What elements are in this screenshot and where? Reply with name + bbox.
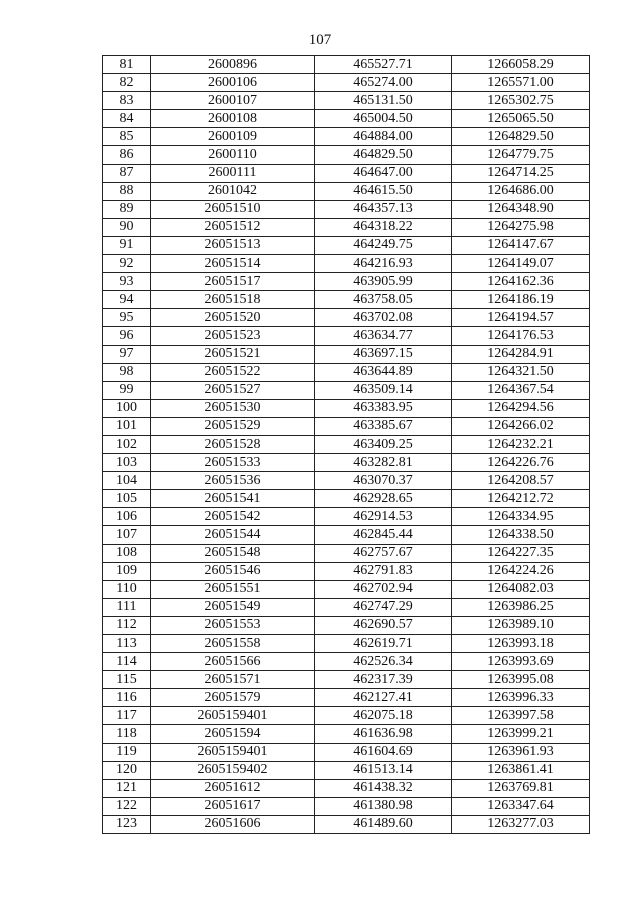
point-id-cell: 26051566 (151, 653, 315, 671)
point-id-cell: 26051521 (151, 345, 315, 363)
point-id-cell: 26051530 (151, 399, 315, 417)
row-number-cell: 121 (103, 779, 151, 797)
table-row (103, 580, 590, 598)
point-id-cell: 2600111 (151, 164, 315, 182)
y-coordinate-cell: 1265302.75 (452, 92, 590, 110)
x-coordinate-cell: 464615.50 (315, 182, 452, 200)
point-id-cell: 26051529 (151, 417, 315, 435)
point-id-cell: 26051518 (151, 291, 315, 309)
y-coordinate-cell: 1264176.53 (452, 327, 590, 345)
y-coordinate-cell: 1264686.00 (452, 182, 590, 200)
row-number-cell: 84 (103, 110, 151, 128)
table-row (103, 508, 590, 526)
point-id-cell: 26051558 (151, 635, 315, 653)
y-coordinate-cell: 1264149.07 (452, 255, 590, 273)
table-row (103, 236, 590, 254)
table-row (103, 671, 590, 689)
point-id-cell: 26051553 (151, 616, 315, 634)
row-number-cell: 102 (103, 435, 151, 453)
coordinates-table-body (103, 56, 590, 834)
row-number-cell: 119 (103, 743, 151, 761)
row-number-cell: 112 (103, 616, 151, 634)
point-id-cell: 2600106 (151, 74, 315, 92)
point-id-cell: 26051513 (151, 236, 315, 254)
point-id-cell: 26051541 (151, 490, 315, 508)
x-coordinate-cell: 462747.29 (315, 598, 452, 616)
x-coordinate-cell: 465274.00 (315, 74, 452, 92)
row-number-cell: 94 (103, 291, 151, 309)
table-row (103, 255, 590, 273)
x-coordinate-cell: 464647.00 (315, 164, 452, 182)
x-coordinate-cell: 462757.67 (315, 544, 452, 562)
row-number-cell: 123 (103, 815, 151, 833)
y-coordinate-cell: 1263277.03 (452, 815, 590, 833)
row-number-cell: 111 (103, 598, 151, 616)
row-number-cell: 114 (103, 653, 151, 671)
table-row (103, 74, 590, 92)
x-coordinate-cell: 461636.98 (315, 725, 452, 743)
table-row (103, 363, 590, 381)
x-coordinate-cell: 461513.14 (315, 761, 452, 779)
point-id-cell: 2600108 (151, 110, 315, 128)
point-id-cell: 26051528 (151, 435, 315, 453)
y-coordinate-cell: 1264348.90 (452, 200, 590, 218)
point-id-cell: 2605159401 (151, 743, 315, 761)
table-row (103, 128, 590, 146)
table-row (103, 273, 590, 291)
y-coordinate-cell: 1266058.29 (452, 56, 590, 74)
x-coordinate-cell: 463702.08 (315, 309, 452, 327)
row-number-cell: 81 (103, 56, 151, 74)
row-number-cell: 99 (103, 381, 151, 399)
x-coordinate-cell: 463409.25 (315, 435, 452, 453)
y-coordinate-cell: 1263961.93 (452, 743, 590, 761)
x-coordinate-cell: 462619.71 (315, 635, 452, 653)
point-id-cell: 26051612 (151, 779, 315, 797)
x-coordinate-cell: 462702.94 (315, 580, 452, 598)
x-coordinate-cell: 464357.13 (315, 200, 452, 218)
y-coordinate-cell: 1263986.25 (452, 598, 590, 616)
y-coordinate-cell: 1265571.00 (452, 74, 590, 92)
x-coordinate-cell: 462914.53 (315, 508, 452, 526)
x-coordinate-cell: 463644.89 (315, 363, 452, 381)
x-coordinate-cell: 463509.14 (315, 381, 452, 399)
table-row (103, 164, 590, 182)
y-coordinate-cell: 1264194.57 (452, 309, 590, 327)
table-row (103, 653, 590, 671)
table-row (103, 544, 590, 562)
y-coordinate-cell: 1264284.91 (452, 345, 590, 363)
table-row (103, 200, 590, 218)
row-number-cell: 110 (103, 580, 151, 598)
y-coordinate-cell: 1263996.33 (452, 689, 590, 707)
table-row (103, 327, 590, 345)
y-coordinate-cell: 1264162.36 (452, 273, 590, 291)
y-coordinate-cell: 1264367.54 (452, 381, 590, 399)
x-coordinate-cell: 463282.81 (315, 454, 452, 472)
row-number-cell: 118 (103, 725, 151, 743)
y-coordinate-cell: 1263999.21 (452, 725, 590, 743)
y-coordinate-cell: 1264321.50 (452, 363, 590, 381)
x-coordinate-cell: 463070.37 (315, 472, 452, 490)
row-number-cell: 86 (103, 146, 151, 164)
table-row (103, 689, 590, 707)
x-coordinate-cell: 463634.77 (315, 327, 452, 345)
row-number-cell: 113 (103, 635, 151, 653)
table-row (103, 743, 590, 761)
point-id-cell: 26051510 (151, 200, 315, 218)
row-number-cell: 107 (103, 526, 151, 544)
x-coordinate-cell: 462845.44 (315, 526, 452, 544)
table-row (103, 635, 590, 653)
point-id-cell: 2600896 (151, 56, 315, 74)
point-id-cell: 2600110 (151, 146, 315, 164)
point-id-cell: 2605159401 (151, 707, 315, 725)
point-id-cell: 26051549 (151, 598, 315, 616)
y-coordinate-cell: 1264275.98 (452, 218, 590, 236)
x-coordinate-cell: 461438.32 (315, 779, 452, 797)
table-row (103, 417, 590, 435)
y-coordinate-cell: 1264227.35 (452, 544, 590, 562)
x-coordinate-cell: 464829.50 (315, 146, 452, 164)
x-coordinate-cell: 464216.93 (315, 255, 452, 273)
row-number-cell: 105 (103, 490, 151, 508)
x-coordinate-cell: 462127.41 (315, 689, 452, 707)
y-coordinate-cell: 1264714.25 (452, 164, 590, 182)
y-coordinate-cell: 1263769.81 (452, 779, 590, 797)
row-number-cell: 117 (103, 707, 151, 725)
y-coordinate-cell: 1264208.57 (452, 472, 590, 490)
row-number-cell: 104 (103, 472, 151, 490)
point-id-cell: 26051551 (151, 580, 315, 598)
table-row (103, 797, 590, 815)
row-number-cell: 89 (103, 200, 151, 218)
table-row (103, 598, 590, 616)
table-row (103, 218, 590, 236)
table-row (103, 291, 590, 309)
y-coordinate-cell: 1264779.75 (452, 146, 590, 164)
x-coordinate-cell: 463758.05 (315, 291, 452, 309)
point-id-cell: 26051522 (151, 363, 315, 381)
row-number-cell: 91 (103, 236, 151, 254)
x-coordinate-cell: 462317.39 (315, 671, 452, 689)
y-coordinate-cell: 1263993.69 (452, 653, 590, 671)
x-coordinate-cell: 465004.50 (315, 110, 452, 128)
table-row (103, 309, 590, 327)
point-id-cell: 26051523 (151, 327, 315, 345)
table-row (103, 399, 590, 417)
y-coordinate-cell: 1264186.19 (452, 291, 590, 309)
table-row (103, 146, 590, 164)
point-id-cell: 26051571 (151, 671, 315, 689)
point-id-cell: 2605159402 (151, 761, 315, 779)
table-row (103, 345, 590, 363)
row-number-cell: 92 (103, 255, 151, 273)
x-coordinate-cell: 463905.99 (315, 273, 452, 291)
row-number-cell: 93 (103, 273, 151, 291)
point-id-cell: 26051533 (151, 454, 315, 472)
row-number-cell: 120 (103, 761, 151, 779)
table-row (103, 490, 590, 508)
x-coordinate-cell: 464249.75 (315, 236, 452, 254)
point-id-cell: 26051617 (151, 797, 315, 815)
point-id-cell: 26051517 (151, 273, 315, 291)
table-row (103, 435, 590, 453)
table-row (103, 472, 590, 490)
table-row (103, 526, 590, 544)
page-number: 107 (308, 32, 332, 48)
x-coordinate-cell: 462690.57 (315, 616, 452, 634)
point-id-cell: 26051546 (151, 562, 315, 580)
row-number-cell: 88 (103, 182, 151, 200)
table-row (103, 56, 590, 74)
y-coordinate-cell: 1263993.18 (452, 635, 590, 653)
row-number-cell: 116 (103, 689, 151, 707)
y-coordinate-cell: 1264232.21 (452, 435, 590, 453)
x-coordinate-cell: 463383.95 (315, 399, 452, 417)
x-coordinate-cell: 461489.60 (315, 815, 452, 833)
y-coordinate-cell: 1264082.03 (452, 580, 590, 598)
row-number-cell: 96 (103, 327, 151, 345)
y-coordinate-cell: 1264226.76 (452, 454, 590, 472)
y-coordinate-cell: 1265065.50 (452, 110, 590, 128)
x-coordinate-cell: 462075.18 (315, 707, 452, 725)
row-number-cell: 98 (103, 363, 151, 381)
y-coordinate-cell: 1264266.02 (452, 417, 590, 435)
x-coordinate-cell: 464318.22 (315, 218, 452, 236)
point-id-cell: 26051548 (151, 544, 315, 562)
y-coordinate-cell: 1263997.58 (452, 707, 590, 725)
row-number-cell: 85 (103, 128, 151, 146)
y-coordinate-cell: 1264224.26 (452, 562, 590, 580)
x-coordinate-cell: 463385.67 (315, 417, 452, 435)
point-id-cell: 2600109 (151, 128, 315, 146)
row-number-cell: 87 (103, 164, 151, 182)
row-number-cell: 97 (103, 345, 151, 363)
coordinates-table (102, 55, 590, 834)
row-number-cell: 82 (103, 74, 151, 92)
y-coordinate-cell: 1263995.08 (452, 671, 590, 689)
table-row (103, 562, 590, 580)
point-id-cell: 26051536 (151, 472, 315, 490)
table-row (103, 616, 590, 634)
y-coordinate-cell: 1263989.10 (452, 616, 590, 634)
table-row (103, 707, 590, 725)
row-number-cell: 109 (103, 562, 151, 580)
point-id-cell: 2601042 (151, 182, 315, 200)
row-number-cell: 103 (103, 454, 151, 472)
point-id-cell: 26051542 (151, 508, 315, 526)
point-id-cell: 26051527 (151, 381, 315, 399)
x-coordinate-cell: 461380.98 (315, 797, 452, 815)
y-coordinate-cell: 1263347.64 (452, 797, 590, 815)
y-coordinate-cell: 1264829.50 (452, 128, 590, 146)
y-coordinate-cell: 1264294.56 (452, 399, 590, 417)
table-row (103, 381, 590, 399)
x-coordinate-cell: 462526.34 (315, 653, 452, 671)
y-coordinate-cell: 1263861.41 (452, 761, 590, 779)
row-number-cell: 108 (103, 544, 151, 562)
point-id-cell: 26051594 (151, 725, 315, 743)
point-id-cell: 26051520 (151, 309, 315, 327)
point-id-cell: 2600107 (151, 92, 315, 110)
row-number-cell: 83 (103, 92, 151, 110)
y-coordinate-cell: 1264212.72 (452, 490, 590, 508)
table-row (103, 779, 590, 797)
table-row (103, 761, 590, 779)
x-coordinate-cell: 465131.50 (315, 92, 452, 110)
point-id-cell: 26051544 (151, 526, 315, 544)
x-coordinate-cell: 462928.65 (315, 490, 452, 508)
table-row (103, 815, 590, 833)
table-row (103, 182, 590, 200)
row-number-cell: 90 (103, 218, 151, 236)
x-coordinate-cell: 462791.83 (315, 562, 452, 580)
row-number-cell: 100 (103, 399, 151, 417)
y-coordinate-cell: 1264338.50 (452, 526, 590, 544)
row-number-cell: 115 (103, 671, 151, 689)
table-row (103, 92, 590, 110)
row-number-cell: 101 (103, 417, 151, 435)
x-coordinate-cell: 461604.69 (315, 743, 452, 761)
x-coordinate-cell: 465527.71 (315, 56, 452, 74)
point-id-cell: 26051606 (151, 815, 315, 833)
point-id-cell: 26051579 (151, 689, 315, 707)
table-row (103, 110, 590, 128)
point-id-cell: 26051514 (151, 255, 315, 273)
point-id-cell: 26051512 (151, 218, 315, 236)
y-coordinate-cell: 1264334.95 (452, 508, 590, 526)
x-coordinate-cell: 464884.00 (315, 128, 452, 146)
row-number-cell: 122 (103, 797, 151, 815)
table-row (103, 725, 590, 743)
row-number-cell: 95 (103, 309, 151, 327)
y-coordinate-cell: 1264147.67 (452, 236, 590, 254)
table-row (103, 454, 590, 472)
x-coordinate-cell: 463697.15 (315, 345, 452, 363)
row-number-cell: 106 (103, 508, 151, 526)
